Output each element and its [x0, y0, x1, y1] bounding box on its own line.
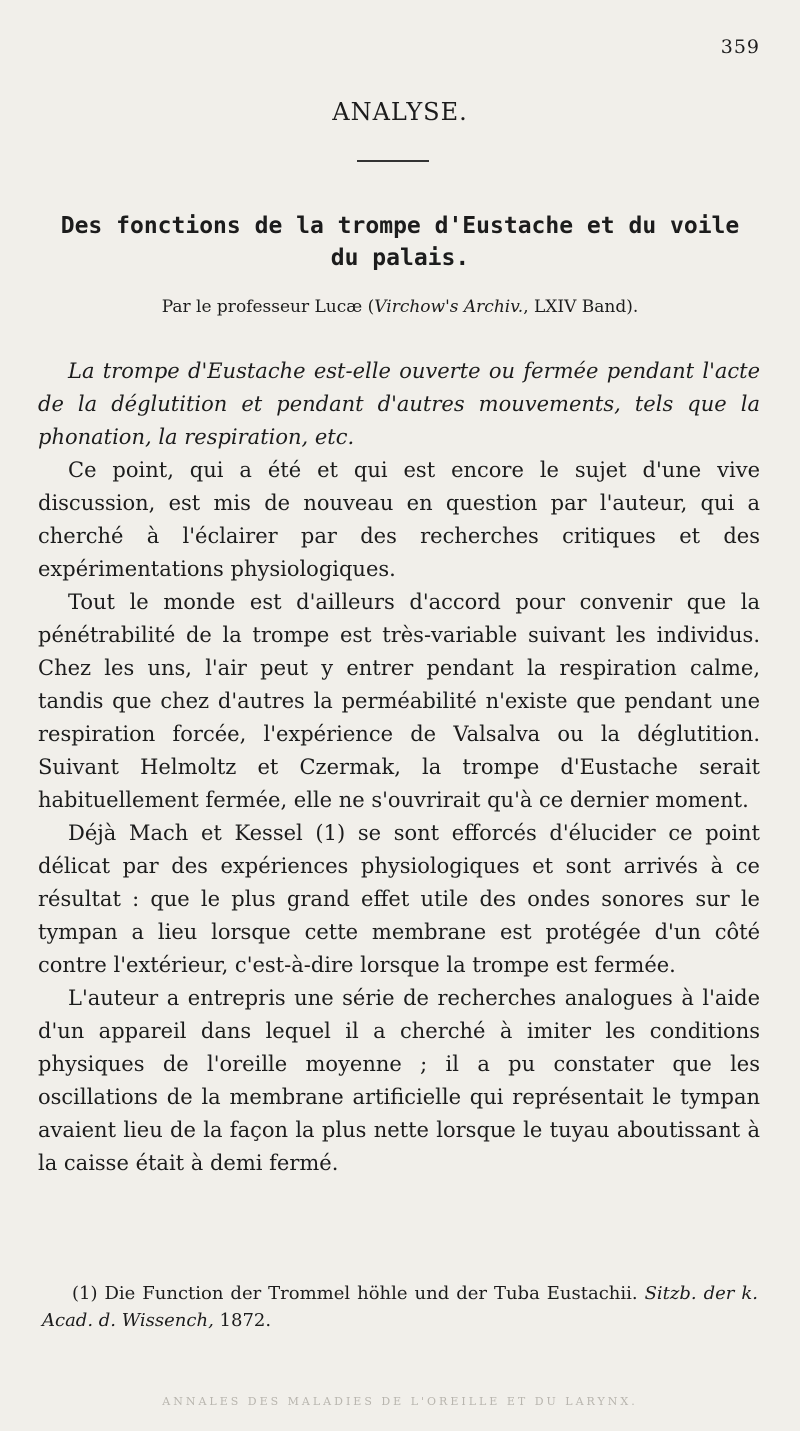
heading-rule	[357, 160, 429, 162]
page-number: 359	[720, 36, 760, 58]
byline-prefix: Par le professeur Lucæ (	[161, 297, 375, 317]
paragraph: Tout le monde est d'ailleurs d'accord pour convenir que la pénétrabilité de la trompe est très-variable suivant les individus. Chez les uns, l'air peut y entrer pendant la respiration calme, tandis que chez d'autres la perméabilité n'existe que pendant une respiration forcée, l'expérience de Valsalva ou la déglutition. Suivant Helmoltz et Czermak, la trompe d'Eustache serait habituellement fermée, elle ne s'ouvrirait qu'à ce dernier moment.	[38, 590, 760, 812]
section-heading: ANALYSE.	[332, 98, 468, 126]
running-footer: ANNALES DES MALADIES DE L'OREILLE ET DU LARYNX.	[162, 1395, 638, 1408]
article-body	[38, 355, 760, 1180]
paragraph: Déjà Mach et Kessel (1) se sont efforcés d'élucider ce point délicat par des expériences physiologiques et sont arrivés à ce résultat : que le plus grand effet utile des ondes sonores sur le tympan a lieu lorsque cette membrane est protégée d'un côté contre l'extérieur, c'est-à-dire lorsque la trompe est fermée.	[38, 821, 760, 977]
footnote	[42, 1280, 758, 1334]
byline-journal: Virchow's Archiv.	[374, 297, 524, 317]
footnote-citation: Sitzb. der k. Acad. d. Wissench,	[42, 1283, 758, 1331]
paragraph: L'auteur a entrepris une série de recherches analogues à l'aide d'un appareil dans lequel il a cherché à imiter les conditions physiques de l'oreille moyenne ; il a pu constater que les oscillations de la membrane artificielle qui représentait le tympan avaient lieu de la façon la plus nette lorsque le tuyau aboutissant à la caisse était à demi fermé.	[38, 986, 760, 1175]
article-title: Des fonctions de la trompe d'Eustache et du voile du palais.	[60, 213, 740, 271]
byline	[60, 297, 740, 317]
footnote-year: 1872.	[213, 1310, 272, 1331]
byline-suffix: , LXIV Band).	[523, 297, 639, 317]
paragraph: Ce point, qui a été et qui est encore le sujet d'une vive discussion, est mis de nouveau en question par l'auteur, qui a cherché à l'éclairer par des recherches critiques et des expérimentations physiologiques.	[38, 458, 760, 581]
footnote-text: (1) Die Function der Trommel höhle und der Tuba Eustachii.	[72, 1283, 645, 1304]
paragraph: La trompe d'Eustache est-elle ouverte ou fermée pendant l'acte de la déglutition et pendant d'autres mouvements, tels que la phonation, la respiration, etc.	[38, 359, 760, 449]
